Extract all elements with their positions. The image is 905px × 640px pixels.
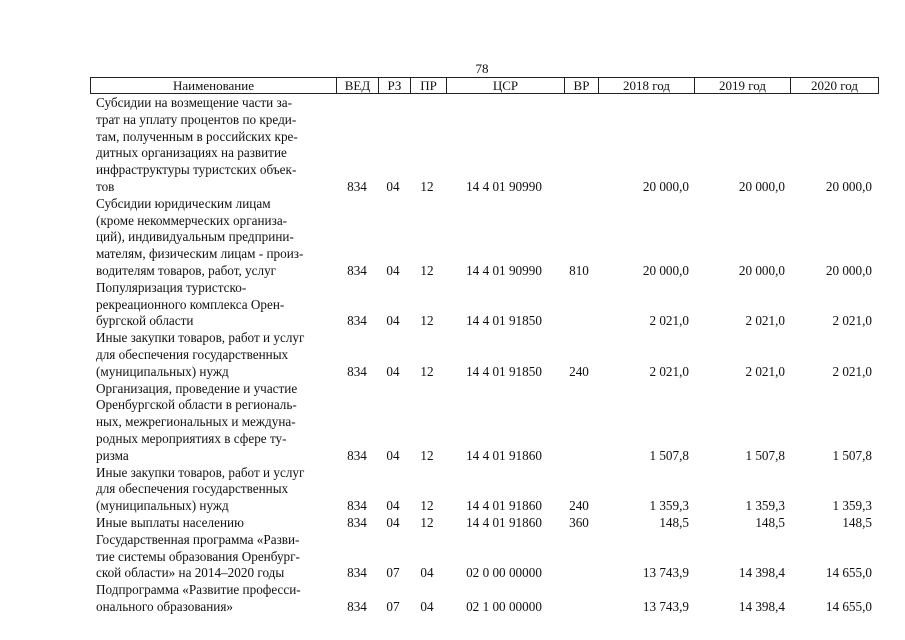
row-name [96, 196, 332, 280]
cell-csr: 14 4 01 91860 [466, 447, 542, 463]
row-name-line: инфраструктуры туристских объек- [96, 162, 297, 178]
cell-pr: 12 [420, 498, 434, 514]
cell-y2018: 20 000,0 [642, 263, 689, 278]
cell-csr: 14 4 01 91850 [466, 313, 542, 329]
table-row [0, 515, 905, 532]
row-name [96, 330, 332, 380]
row-name-line: для обеспечения государственных [96, 346, 289, 362]
row-name-line: Популяризация туристско- [96, 279, 247, 295]
row-name [96, 515, 332, 532]
cell-rz: 04 [386, 363, 400, 379]
row-name-line: для обеспечения государственных [96, 481, 289, 497]
row-name-line: Субсидии юридическим лицам [96, 195, 271, 211]
cell-y2019: 14 398,4 [738, 598, 785, 614]
row-name-line: Иные закупки товаров, работ и услуг [96, 464, 305, 480]
header-ved: ВЕД [337, 78, 379, 94]
row-name-line: (кроме некоммерческих организа- [96, 212, 288, 228]
row-name-line: Субсидии на возмещение части за- [96, 95, 292, 110]
row-name-line: там, полученным в российских кре- [96, 128, 298, 144]
cell-y2018: 2 021,0 [649, 313, 689, 329]
row-name-line: дитных организациях на развитие [96, 145, 287, 161]
cell-y2018: 1 507,8 [649, 447, 689, 463]
header-2019: 2019 год [695, 78, 791, 94]
cell-csr: 14 4 01 91860 [466, 515, 542, 530]
cell-rz: 04 [386, 498, 400, 514]
table-row [0, 280, 905, 330]
cell-y2020: 14 655,0 [825, 565, 872, 581]
header-rz: РЗ [379, 78, 411, 94]
row-name-line: (муниципальных) нужд [96, 363, 229, 379]
cell-ved: 834 [347, 565, 367, 581]
cell-csr: 14 4 01 91850 [466, 363, 542, 379]
row-name-line: Государственная программа «Разви- [96, 531, 300, 547]
cell-ved: 834 [347, 447, 367, 463]
cell-pr: 12 [420, 515, 434, 530]
cell-y2018: 1 359,3 [649, 498, 689, 514]
cell-rz: 04 [386, 515, 400, 530]
cell-y2019: 148,5 [755, 515, 785, 530]
cell-rz: 04 [386, 447, 400, 463]
row-name [96, 582, 332, 616]
cell-y2020: 148,5 [842, 515, 872, 530]
row-name [96, 532, 332, 582]
cell-pr: 04 [420, 565, 434, 581]
cell-vr: 810 [569, 263, 589, 278]
cell-y2018: 13 743,9 [642, 598, 689, 614]
cell-y2019: 2 021,0 [745, 313, 785, 329]
row-name-line: онального образования» [96, 598, 233, 614]
row-name-line: Подпрограмма «Развитие професси- [96, 582, 301, 598]
row-name-line: Организация, проведение и участие [96, 380, 298, 396]
cell-ved: 834 [347, 515, 367, 530]
cell-y2019: 2 021,0 [745, 363, 785, 379]
cell-ved: 834 [347, 498, 367, 514]
cell-pr: 12 [420, 447, 434, 463]
cell-y2018: 2 021,0 [649, 363, 689, 379]
cell-ved: 834 [347, 363, 367, 379]
header-2018: 2018 год [599, 78, 695, 94]
row-name [96, 95, 332, 196]
table-row [0, 582, 905, 616]
cell-y2019: 20 000,0 [738, 179, 785, 194]
row-name-line: ризма [96, 447, 129, 463]
cell-csr: 02 1 00 00000 [466, 598, 542, 614]
row-name-line: тов [96, 178, 115, 194]
cell-y2018: 20 000,0 [642, 179, 689, 194]
header-pr: ПР [411, 78, 447, 94]
cell-rz: 07 [386, 565, 400, 581]
cell-y2019: 20 000,0 [738, 263, 785, 278]
cell-vr: 240 [569, 498, 589, 514]
cell-ved: 834 [347, 313, 367, 329]
row-name-line: ных, межрегиональных и междуна- [96, 414, 296, 430]
cell-ved: 834 [347, 263, 367, 278]
row-name-line: водителям товаров, работ, услуг [96, 262, 277, 278]
cell-pr: 12 [420, 179, 434, 194]
row-name-line: мателям, физическим лицам - произ- [96, 246, 304, 262]
cell-csr: 14 4 01 91860 [466, 498, 542, 514]
cell-ved: 834 [347, 598, 367, 614]
cell-y2020: 2 021,0 [832, 313, 872, 329]
cell-rz: 04 [386, 179, 400, 194]
row-name-line: рекреационного комплекса Орен- [96, 296, 285, 312]
table-header [90, 77, 879, 94]
cell-pr: 12 [420, 263, 434, 278]
cell-vr: 360 [569, 515, 589, 530]
row-name-line: Иные выплаты населению [96, 515, 244, 530]
table-row [0, 330, 905, 380]
row-name [96, 465, 332, 515]
table-row [0, 532, 905, 582]
cell-y2020: 14 655,0 [825, 598, 872, 614]
row-name-line: ций), индивидуальным предприни- [96, 229, 294, 245]
row-name-line: (муниципальных) нужд [96, 498, 229, 514]
cell-y2020: 1 359,3 [832, 498, 872, 514]
cell-pr: 12 [420, 313, 434, 329]
header-name: Наименование [91, 78, 337, 94]
cell-csr: 14 4 01 90990 [466, 179, 542, 194]
cell-y2019: 14 398,4 [738, 565, 785, 581]
cell-y2018: 13 743,9 [642, 565, 689, 581]
cell-pr: 04 [420, 598, 434, 614]
cell-rz: 04 [386, 313, 400, 329]
row-name-line: бургской области [96, 313, 194, 329]
cell-y2020: 1 507,8 [832, 447, 872, 463]
table-row [0, 465, 905, 515]
row-name-line: родных мероприятиях в сфере ту- [96, 430, 287, 446]
cell-y2019: 1 359,3 [745, 498, 785, 514]
cell-y2020: 2 021,0 [832, 363, 872, 379]
cell-vr: 240 [569, 363, 589, 379]
cell-y2018: 148,5 [659, 515, 689, 530]
cell-y2020: 20 000,0 [825, 179, 872, 194]
row-name-line: трат на уплату процентов по креди- [96, 111, 297, 127]
cell-csr: 02 0 00 00000 [466, 565, 542, 581]
table-row [0, 381, 905, 465]
table-row [0, 95, 905, 196]
cell-pr: 12 [420, 363, 434, 379]
cell-rz: 07 [386, 598, 400, 614]
page-number: 78 [475, 61, 489, 76]
header-csr: ЦСР [447, 78, 565, 94]
row-name-line: Иные закупки товаров, работ и услуг [96, 330, 305, 346]
cell-csr: 14 4 01 90990 [466, 263, 542, 278]
row-name [96, 280, 332, 330]
cell-rz: 04 [386, 263, 400, 278]
header-vr: ВР [565, 78, 599, 94]
row-name-line: Оренбургской области в региональ- [96, 397, 297, 413]
table-row [0, 196, 905, 280]
header-2020: 2020 год [791, 78, 879, 94]
row-name-line: тие системы образования Оренбург- [96, 548, 300, 564]
cell-y2020: 20 000,0 [825, 263, 872, 278]
row-name-line: ской области» на 2014–2020 годы [96, 565, 285, 581]
cell-ved: 834 [347, 179, 367, 194]
row-name [96, 381, 332, 465]
cell-y2019: 1 507,8 [745, 447, 785, 463]
